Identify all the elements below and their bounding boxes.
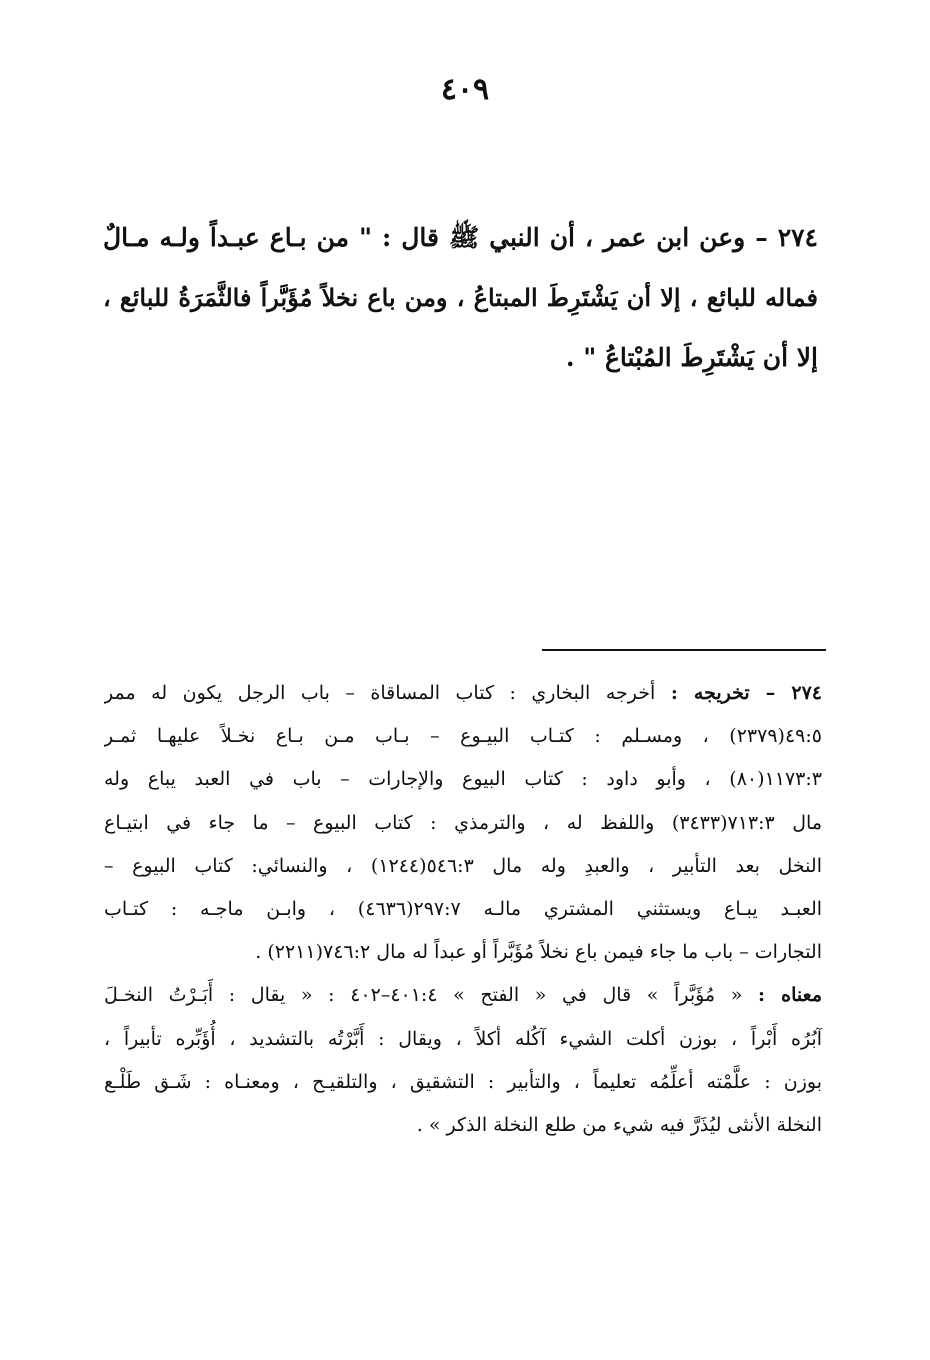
hadith-line: إلا أن يَشْتَرِطَ المُبْتاعُ " .: [565, 343, 818, 372]
meaning-label: معناه :: [757, 984, 822, 1007]
footnote-line: مال ٧١٣:٣(٣٤٣٣) واللفظ له ، والترمذي : كتاب البيوع – ما جاء في ابتيـاع: [104, 811, 822, 834]
footnote-line: [104, 672, 822, 715]
hadith-text: [103, 208, 818, 388]
footnote-line: ٤٩:٥(٢٣٧٩) ، ومسـلم : كتـاب البيـوع – بـاب مـن بـاع نخـلاً عليهـا ثمـر: [104, 725, 822, 748]
meaning-line-text: « مُؤَبَّراً » قال في « الفتح » ٤٠١:٤–٤٠٢ : « يقال : أَبَـرْتُ النخـلَ: [104, 984, 758, 1007]
hadith-line: فماله للبائع ، إلا أن يَشْتَرِطَ المبتاعُ ، ومن باع نخلاً مُؤَبَّراً فالثَّمَرَةُ للبائع ،: [103, 283, 818, 312]
meaning-line: [104, 974, 822, 1017]
footnote-line: التجارات – باب ما جاء فيمن باع نخلاً مُؤَبَّراً أو عبداً له مال ٧٤٦:٢(٢٢١١) .: [255, 941, 822, 964]
footnote: [104, 672, 822, 1147]
footnote-line: ١١٧٣:٣(٨٠) ، وأبو داود : كتاب البيوع والإجارات – باب في العبد يباع وله: [104, 768, 822, 791]
footnote-divider: [542, 649, 826, 651]
page-number: ٤٠٩: [440, 72, 490, 107]
meaning-line: النخلة الأنثى ليُذَرَّ فيه شيء من طلع النخلة الذكر » .: [416, 1113, 822, 1136]
hadith-line: ٢٧٤ – وعن ابن عمر ، أن النبي ﷺ قال : " من بـاع عبـداً ولـه مـالٌ: [103, 223, 818, 252]
takhrij-label: ٢٧٤ – تخريجه :: [670, 682, 822, 704]
footnote-line: العبـد يبـاع ويستثني المشتري مالـه ٢٩٧:٧(٤٦٣٦) ، وابـن ماجـه : كتـاب: [104, 897, 822, 920]
footnote-line-text: أخرجه البخاري : كتاب المساقاة – باب الرجل يكون له ممر: [104, 682, 671, 704]
meaning-line: بوزن : علَّمْته أعلِّمُه تعليماً ، والتأبير : التشقيق ، والتلقيـح ، ومعنـاه : شَـق طَلْـع: [104, 1070, 822, 1093]
meaning-line: آبُرُه أَبْراً ، بوزن أكلت الشيء آكُله أكلاً ، ويقال : أَبَّرْتُه بالتشديد ، أُؤَبِّره تأبيراً ،: [104, 1027, 822, 1050]
footnote-line: النخل بعد التأبير ، والعبدِ وله مال ٥٤٦:٣(١٢٤٤) ، والنسائي: كتاب البيوع –: [104, 854, 822, 877]
